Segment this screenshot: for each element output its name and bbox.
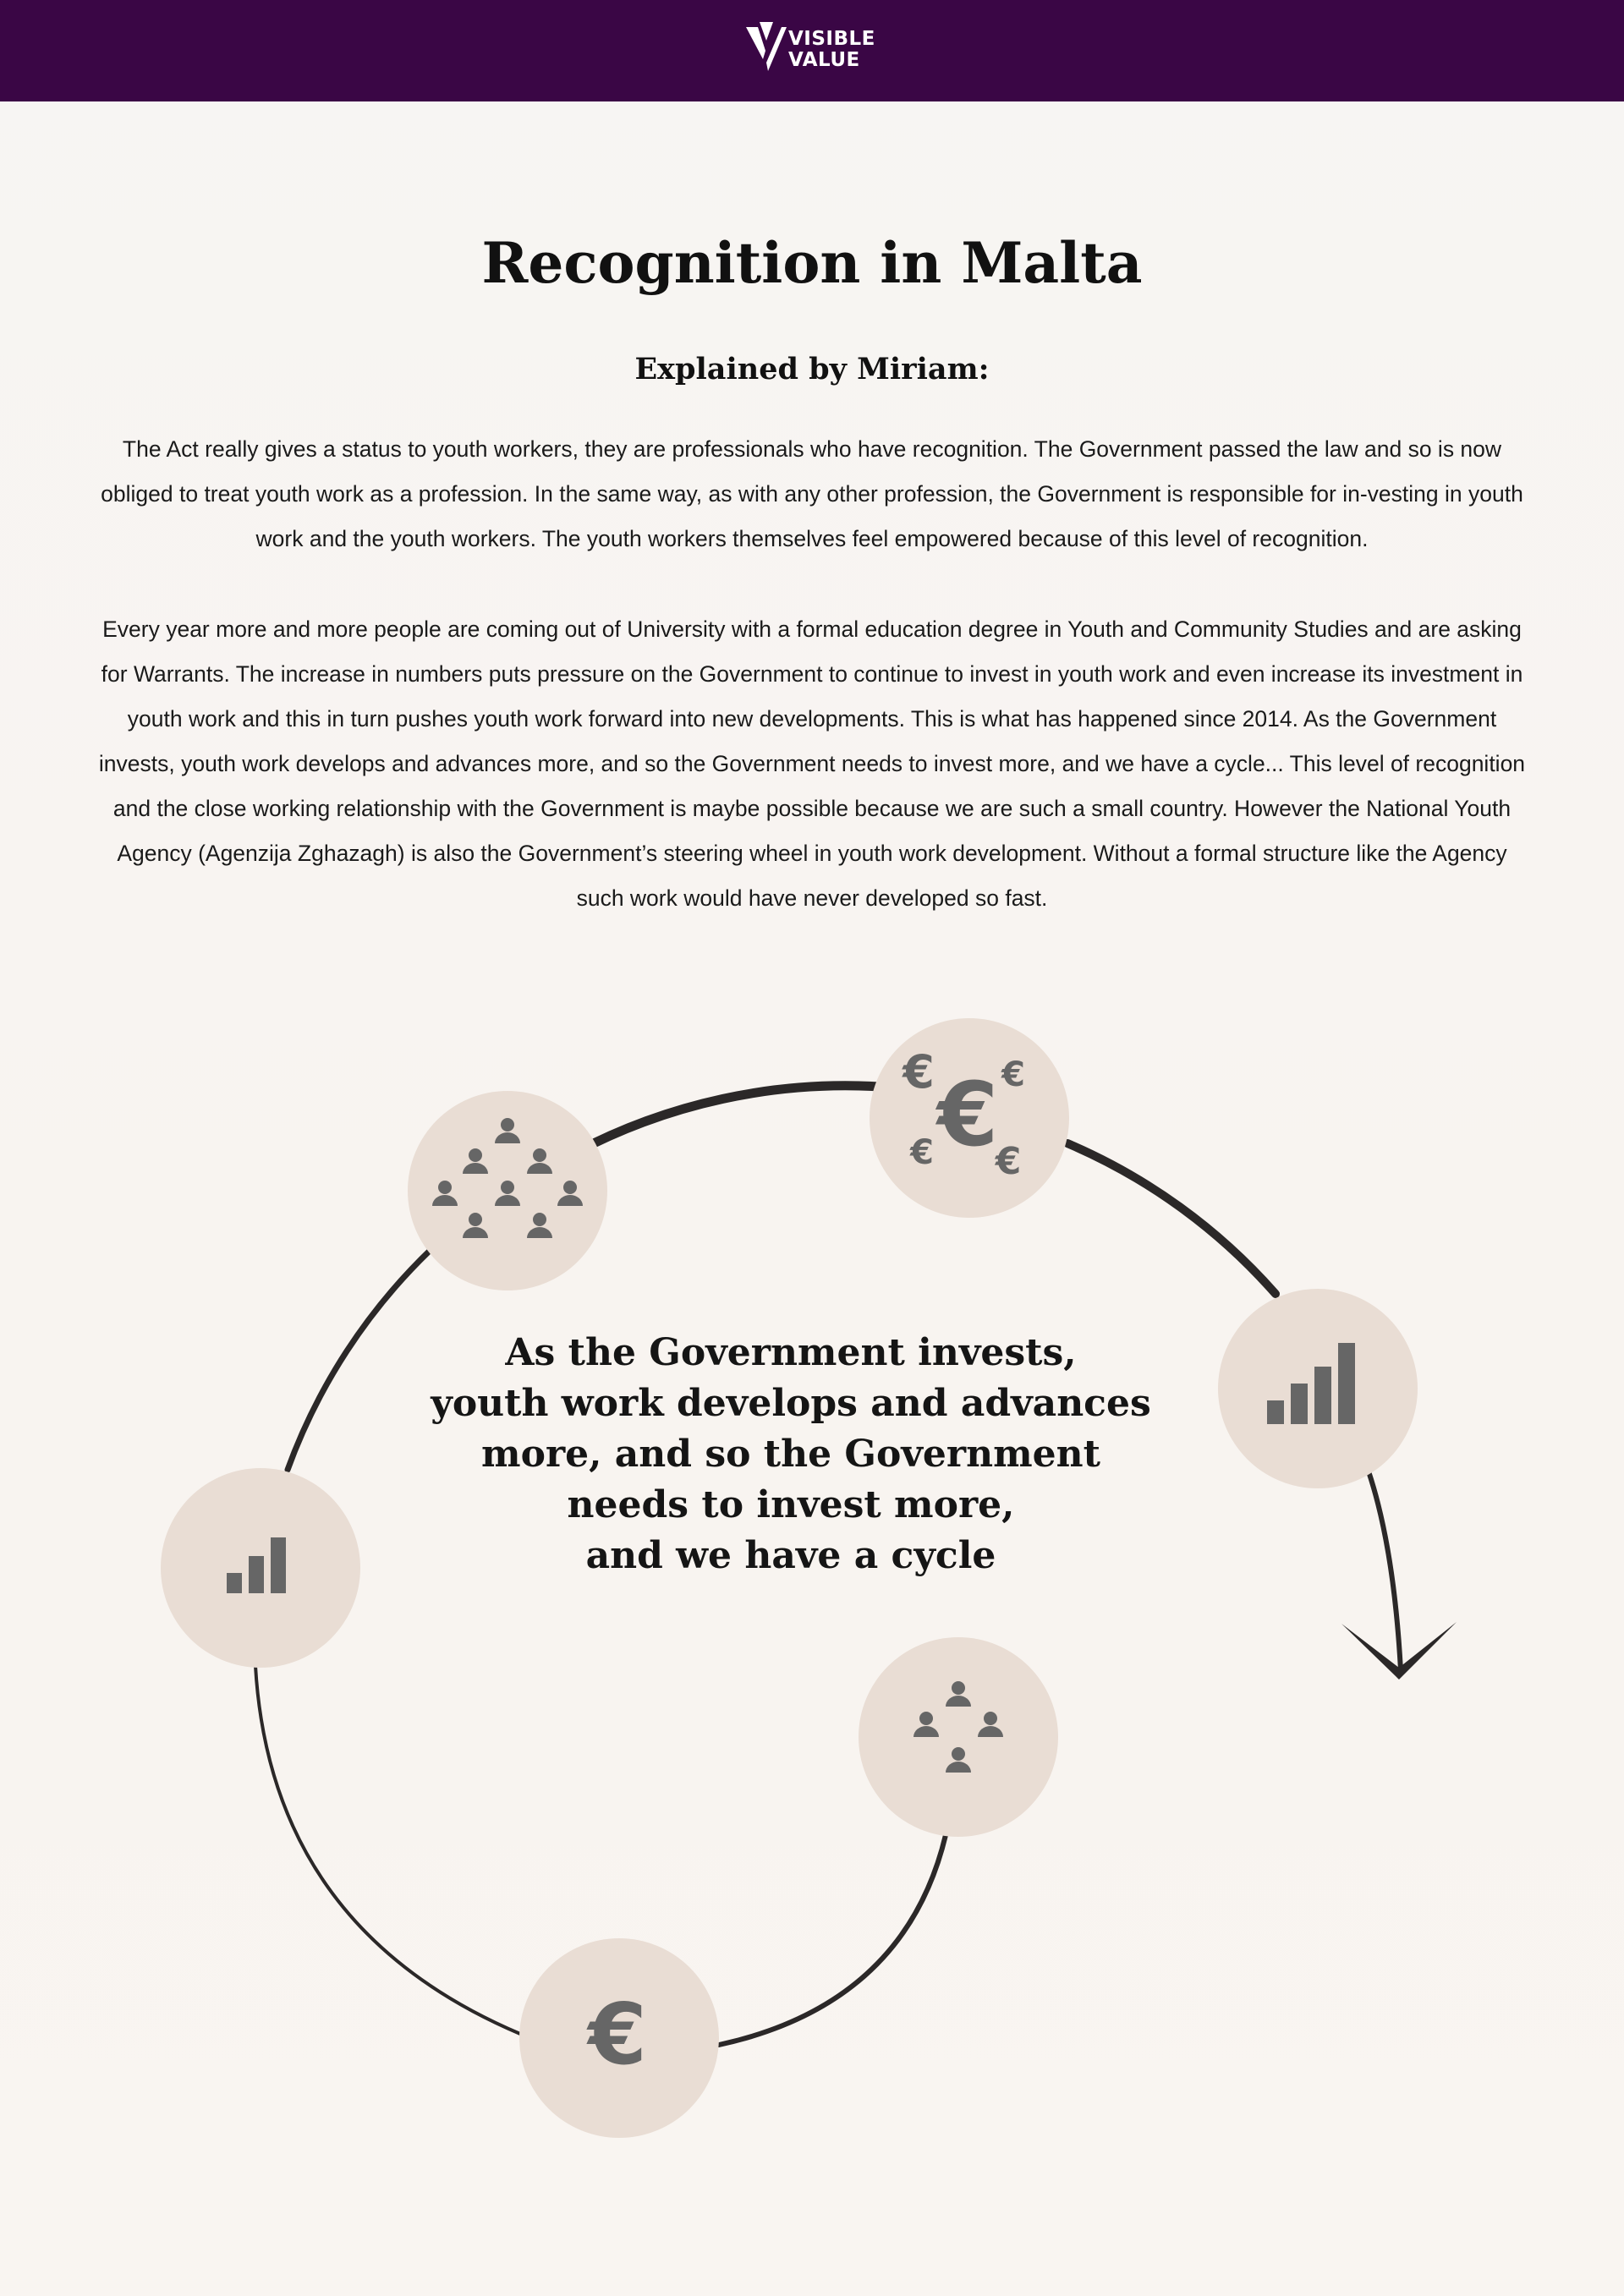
many-euros-icon: [870, 1018, 1069, 1218]
bubble-euro: [519, 1938, 719, 2138]
cycle-text-line-5: and we have a cycle: [585, 1534, 996, 1577]
cycle-text-line-4: needs to invest more,: [567, 1483, 1015, 1526]
svg-text:€: €: [910, 1133, 934, 1172]
ring-arc-right: [1369, 1471, 1401, 1670]
svg-text:€: €: [1001, 1055, 1025, 1094]
ring-arc-top-right: [1067, 1143, 1276, 1294]
svg-text:€: €: [936, 1063, 999, 1166]
svg-text:€: €: [995, 1140, 1022, 1183]
euro-icon: [519, 1938, 719, 2138]
bubble-many-euros: [870, 1018, 1069, 1218]
page-subtitle: Explained by Miriam:: [634, 352, 990, 386]
cycle-text-line-1: As the Government invests,: [505, 1331, 1077, 1374]
cycle-center-text: [364, 1328, 1218, 1581]
small-bar-chart-icon: [161, 1468, 360, 1668]
bubble-few-people: [859, 1637, 1058, 1837]
logo-line-2: VALUE: [788, 49, 860, 71]
large-bar-chart-icon: [1218, 1289, 1418, 1488]
ring-arc-top: [575, 1086, 880, 1153]
ring-arc-bottom-left: [255, 1666, 520, 2034]
logo-line-1: VISIBLE: [788, 28, 875, 50]
bubble-small-bar-chart: [161, 1468, 360, 1668]
ring-arc-bottom-right: [719, 1835, 946, 2045]
cycle-text-line-2: youth work develops and advances: [431, 1382, 1151, 1425]
paragraph-2: Every year more and more people are coming out of University with a formal education degree in Youth and Community Studies and are asking for Warrants. The increase in numbers puts pressure on the Government to continue to invest in youth work and even increase its investment in youth work and this in turn pushes youth work forward into new developments. This is what has happened since 2014. As the Government invests, youth work develops and advances more, and so the Government needs to invest more, and we have a cycle... This level of recognition and the close working relationship with the Government is maybe possible because we are such a small country. However the National Youth Agency (Agenzija Zghazagh) is also the Government’s steering wheel in youth work development. Without a formal structure like the Agency such work would have never developed so fast.: [98, 616, 1526, 911]
paragraph-1: The Act really gives a status to youth workers, they are professionals who have recognition. The Government passed the law and so is now obliged to treat youth work as a profession. In the same way, as with any other profession, the Government is responsible for in-vesting in youth work and the youth workers. The youth workers themselves feel empowered because of this level of recognition.: [101, 436, 1523, 551]
page-title: Recognition in Malta: [481, 230, 1143, 296]
few-people-icon: [859, 1637, 1058, 1837]
cycle-text-line-3: more, and so the Government: [481, 1433, 1100, 1476]
bubble-large-bar-chart: [1218, 1289, 1418, 1488]
bubble-many-people: [408, 1091, 607, 1290]
svg-text:€: €: [588, 1985, 647, 2084]
svg-text:€: €: [903, 1045, 935, 1099]
many-people-icon: [408, 1091, 607, 1290]
